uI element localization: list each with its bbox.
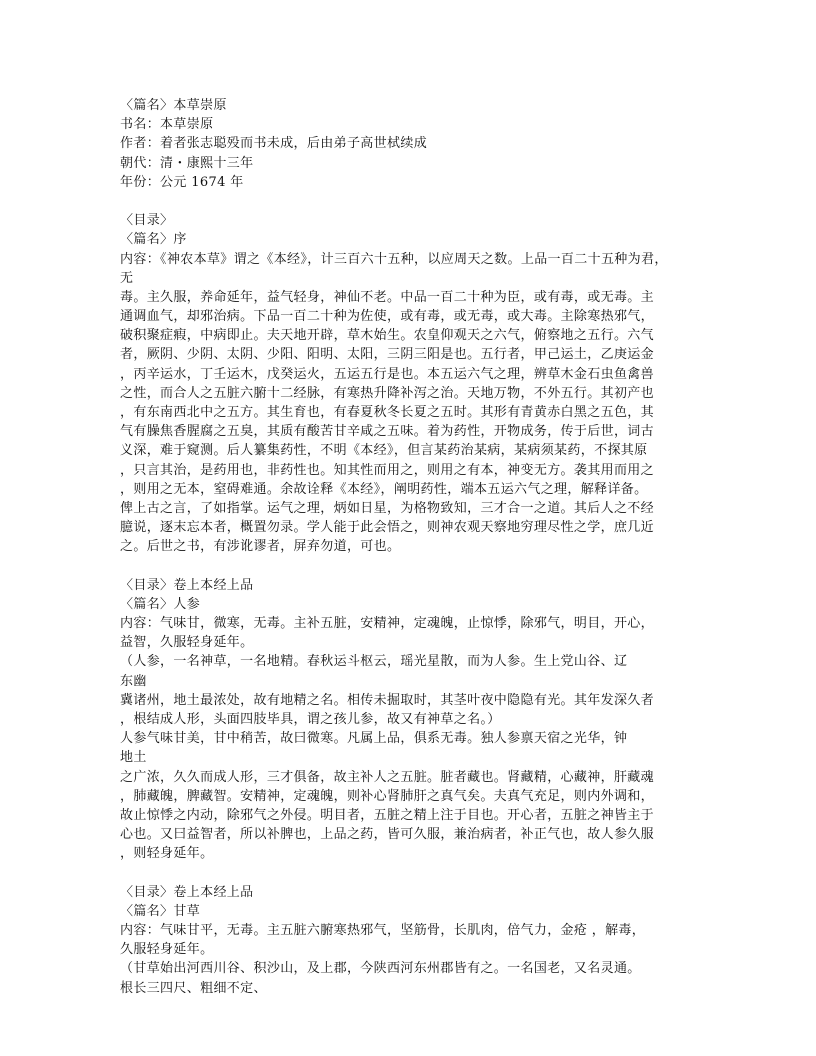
text-line: ，只言其治，是药用也，非药性也。知其性而用之，则用之有本，神变无方。袭其用而用之 xyxy=(120,462,655,478)
text-line: 毒。主久服，养命延年，益气轻身，神仙不老。中品一百二十种为臣，或有毒，或无毒。主 xyxy=(120,289,655,305)
toc-heading: 〈目录〉卷上本经上品 xyxy=(120,884,254,900)
text-line: ，肺藏魄，脾藏智。安精神，定魂魄，则补心肾肺肝之真气矣。夫真气充足，则内外调和， xyxy=(120,788,655,804)
dynasty-line: 朝代：清・康熙十三年 xyxy=(120,155,254,171)
text-line: 气有臊焦香腥腐之五臭，其质有酸苦甘辛咸之五味。着为药性，开物成务，传于后世，词古 xyxy=(120,424,655,440)
toc-heading: 〈目录〉 xyxy=(120,213,174,229)
text-line: ，则轻身延年。 xyxy=(120,846,214,862)
text-line: 冀诸州，地土最浓处，故有地精之名。相传未掘取时，其茎叶夜中隐隐有光。其年发深久者 xyxy=(120,692,655,708)
text-line: 内容：气味甘平，无毒。主五脏六腑寒热邪气，坚筋骨，长肌肉，倍气力，金疮 ，解毒， xyxy=(120,923,646,939)
text-line: 义深，难于窥测。后人纂集药性，不明《本经》，但言某药治某病，某病须某药，不探其原 xyxy=(120,443,648,459)
text-line: 内容：气味甘，微寒，无毒。主补五脏，安精神，定魂魄，止惊悸，除邪气，明目，开心， xyxy=(120,616,655,632)
text-line: ，则用之无本，窒碍难通。余故诠释《本经》，阐明药性，端本五运六气之理，解释详备。 xyxy=(120,481,648,497)
text-line: 通调血气，却邪治病。下品一百二十种为佐使，或有毒，或无毒，或大毒。主除寒热邪气， xyxy=(120,309,655,325)
text-line: 之广浓，久久而成人形，三才俱备，故主补人之五脏。脏者藏也。肾藏精，心藏神，肝藏魂 xyxy=(120,769,655,785)
ginseng-section xyxy=(120,576,696,864)
section-title: 〈篇名〉人参 xyxy=(120,596,201,612)
document-page xyxy=(120,96,696,998)
spacer xyxy=(120,192,696,211)
text-line: （甘草始出河西川谷、积沙山，及上郡，今陕西河东州郡皆有之。一名国老，又名灵通。 xyxy=(120,961,641,977)
text-line: 者，厥阴、少阴、太阴、少阳、阳明、太阳，三阴三阳是也。五行者，甲己运土，乙庚运金 xyxy=(120,347,655,363)
text-line: 地土 xyxy=(120,750,147,766)
text-line: 内容：《神农本草》谓之《本经》，计三百六十五种，以应周天之数。上品一百二十五种为君， xyxy=(120,251,668,267)
text-line: 心也。又曰益智者，所以补脾也，上品之药，皆可久服，兼治病者，补正气也，故人参久服 xyxy=(120,827,655,843)
text-line: 无 xyxy=(120,270,134,286)
text-line: 益智，久服轻身延年。 xyxy=(120,635,254,651)
text-line: 之性，而合人之五脏六腑十二经脉，有寒热升降补泻之治。天地万物，不外五行。其初产也 xyxy=(120,385,655,401)
toc-heading: 〈目录〉卷上本经上品 xyxy=(120,577,254,593)
text-line: 根长三四尺、粗细不定、 xyxy=(120,980,267,996)
section-title: 〈篇名〉序 xyxy=(120,232,187,248)
text-line: ，根结成人形，头面四肢毕具，谓之孩儿参，故又有神草之名。） xyxy=(120,712,501,727)
author-line: 作者：着者张志聪殁而书未成，后由弟子高世栻续成 xyxy=(120,136,428,152)
text-line: 人参气味甘美，甘中稍苦，故曰微寒。凡属上品，俱系无毒。独人参禀天宿之光华，钟 xyxy=(120,731,628,747)
text-line: 臆说，逐末忘本者，概置勿录。学人能于此会悟之，则神农观天察地穷理尽性之学，庶几近 xyxy=(120,520,655,536)
section-title: 〈篇名〉甘草 xyxy=(120,903,201,919)
text-line: 破积聚症瘕，中病即止。夫天地开辟，草木始生。农皇仰观天之六气，俯察地之五行。六气 xyxy=(120,328,655,344)
spacer xyxy=(120,864,696,883)
text-line: 东幽 xyxy=(120,673,147,689)
text-line: 故止惊悸之内动，除邪气之外侵。明目者，五脏之精上注于目也。开心者，五脏之神皆主于 xyxy=(120,807,655,823)
book-header xyxy=(120,96,696,192)
year-line: 年份：公元 1674 年 xyxy=(120,174,244,190)
text-line: ，有东南西北中之五方。其生育也，有春夏秋冬长夏之五时。其形有青黄赤白黑之五色，其 xyxy=(120,405,655,420)
spacer xyxy=(120,557,696,576)
text-line: 之。后世之书，有涉讹谬者，屏弃勿道，可也。 xyxy=(120,539,401,555)
preface-section xyxy=(120,211,696,556)
licorice-section xyxy=(120,883,696,998)
book-title-line: 书名：本草崇原 xyxy=(120,117,214,133)
chapter-name-line: 〈篇名〉本草崇原 xyxy=(120,98,227,113)
text-line: 俾上古之言，了如指掌。运气之理，炳如日星，为格物致知，三才合一之道。其后人之不经 xyxy=(120,500,655,516)
text-line: （人参，一名神草，一名地精。春秋运斗枢云，瑶光星散，而为人参。生上党山谷、辽 xyxy=(120,654,628,670)
text-line: 久服轻身延年。 xyxy=(120,942,214,958)
text-line: ，丙辛运水，丁壬运木，戊癸运火，五运五行是也。本五运六气之理，辨草木金石虫鱼禽兽 xyxy=(120,366,655,382)
